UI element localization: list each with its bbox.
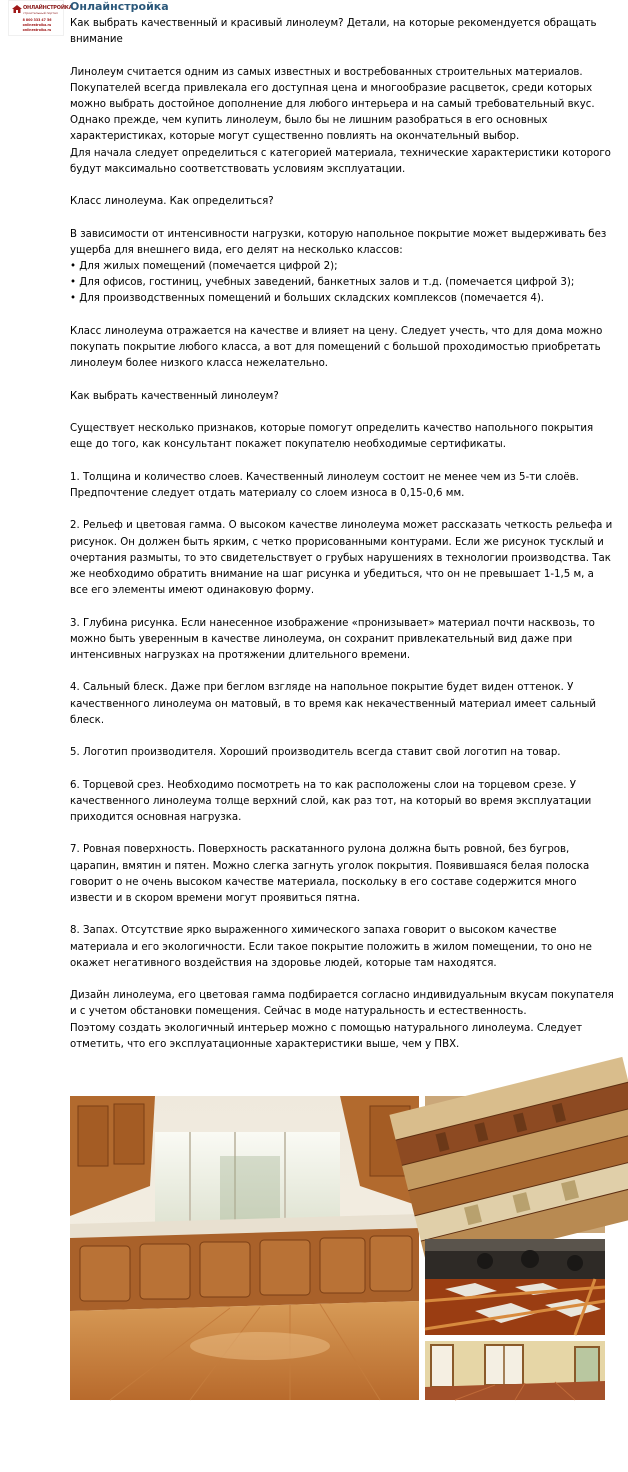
blank-line [70,308,614,324]
post-paragraph: 4. Сальный блеск. Даже при беглом взгляде на напольное покрытие будет виден оттенок. У качественного линолеума он матовый, в то время как некачественный материал имеет сальный блеск. [70,682,600,726]
post-paragraph: В зависимости от интенсивности нагрузки, которую напольное покрытие может выдерживать без ущерба для внешнего вида, его делят на несколько классов: • Для жилых помещений (помечается цифрой 2); • Для офисов, гостиниц, учебных заведений, банкетных залов и т.д. (помечается цифрой 3); • Для производственных помещений и больших складских комплексов (помечается 4). [70,228,607,305]
avatar-subtitle: строительный портал [23,11,58,15]
post-paragraph: Линолеум считается одним из самых известных и востребованных строительных материалов. Покупателей всегда привлекала его доступная цена и многообразие расцветок, среди которых можно выбрать достойное дополнение для любого интерьера и на самый требовательный вкус. Однако прежде, чем купить линолеум, было бы не лишним разобраться в его основных характеристиках, которые могут существенно повлиять на окончательный выбор. Для начала следует определиться с категорией материала, технические характеристики которого будут максимально соответствовать условиям эксплуатации. [70,66,611,175]
blank-line [70,210,614,226]
post-text [70,16,614,1053]
post-paragraph: Существует несколько признаков, которые помогут определить качество напольного покрытия еще до того, как консультант покажет покупателю необходимые сертификаты. [70,423,597,451]
avatar-site-1: onlinestroika.ru [22,23,52,27]
post-paragraph: Как выбрать качественный и красивый линолеум? Детали, на которые рекомендуется обращать внимание [70,18,600,46]
avatar-phone: 8 800 333 47 56 [22,18,52,22]
blank-line [70,729,614,745]
linoleum-rolls-photo [425,1096,605,1233]
parquet-hall-photo [425,1239,605,1335]
photo-kitchen[interactable] [70,1096,419,1400]
wood-floor-room-photo [425,1341,605,1400]
author-avatar[interactable] [8,0,73,36]
kitchen-photo [70,1096,419,1400]
avatar-site-2: onlinestroika.ru [22,28,52,32]
post-paragraph: Класс линолеума отражается на качестве и влияет на цену. Следует учесть, что для дома можно покупать покрытие любого класса, а вот для помещений с большой проходимостью приобретать линолеум более низкого класса нежелательно. [70,325,606,370]
post-paragraph: 2. Рельеф и цветовая гамма. О высоком качестве линолеума может рассказать четкость рельефа и рисунок. Он должен быть ярким, с четко прорисованными контурами. Если же рисунок тусклый и очертания размыты, то это свидетельствует о грубых нарушениях в технологии производства. Так же необходимо обратить внимание на шаг рисунка и убедиться, что он не превышает 1-1,5 м, а все его элементы имеют одинаковую форму. [70,520,616,597]
house-logo-icon [12,5,22,13]
blank-line [70,599,614,615]
post-paragraph: Как выбрать качественный линолеум? [70,390,279,402]
blank-line [70,761,614,777]
blank-line [70,405,614,421]
blank-line [70,907,614,923]
post-paragraph: 7. Ровная поверхность. Поверхность раскатанного рулона должна быть ровной, без бугров, царапин, вмятин и пятен. Можно слегка загнуть уголок покрытия. Появившаяся белая полоска говорит о не очень высоком качестве материала, поскольку в его составе содержится много извести и в скором времени могут проявиться пятна. [70,844,593,904]
author-name-link[interactable]: Онлайнстройка [70,0,169,13]
photo-parquet-hall[interactable] [425,1239,605,1335]
blank-line [70,502,614,518]
post-paragraph: Дизайн линолеума, его цветовая гамма подбирается согласно индивидуальным вкусам покупателя и с учетом обстановки помещения. Сейчас в моде натуральность и естественность. Поэтому создать экологичный интерьер можно с помощью натурального линолеума. Следует отметить, что его эксплуатационные характеристики выше, чем у ПВХ. [70,990,614,1050]
blank-line [70,826,614,842]
blank-line [70,48,614,64]
avatar-brand: ОНЛАЙНСТРОЙКА [23,5,73,11]
post-paragraph: 5. Логотип производителя. Хороший производитель всегда ставит свой логотип на товар. [70,747,561,759]
post-paragraph: 3. Глубина рисунка. Если нанесенное изображение «пронизывает» материал почти насквозь, то можно быть уверенным в качестве линолеума, он сохранит привлекательный вид даже при интенсивных нагрузках на протяжении длительного времени. [70,617,599,661]
blank-line [70,453,614,469]
post-paragraph: Класс линолеума. Как определиться? [70,196,274,208]
blank-line [70,664,614,680]
blank-line [70,178,614,194]
blank-line [70,372,614,388]
blank-line [70,972,614,988]
post-paragraph: 1. Толщина и количество слоев. Качественный линолеум состоит не менее чем из 5-ти слоёв. Предпочтение следует отдать материалу со слоем износа в 0,15-0,6 мм. [70,471,583,499]
post-paragraph: 8. Запах. Отсутствие ярко выраженного химического запаха говорит о высоком качестве материала и его экологичности. Если такое покрытие положить в жилом помещении, то оно не окажет негативного воздействия на здоровье людей, которые там находятся. [70,925,596,969]
post-paragraph: 6. Торцевой срез. Необходимо посмотреть на то как расположены слои на торцевом срезе. У качественного линолеума толще верхний слой, как раз тот, на который во время эксплуатации приходится основная нагрузка. [70,779,595,823]
photo-wood-floor-room[interactable] [425,1341,605,1400]
photo-linoleum-rolls[interactable] [425,1096,605,1233]
